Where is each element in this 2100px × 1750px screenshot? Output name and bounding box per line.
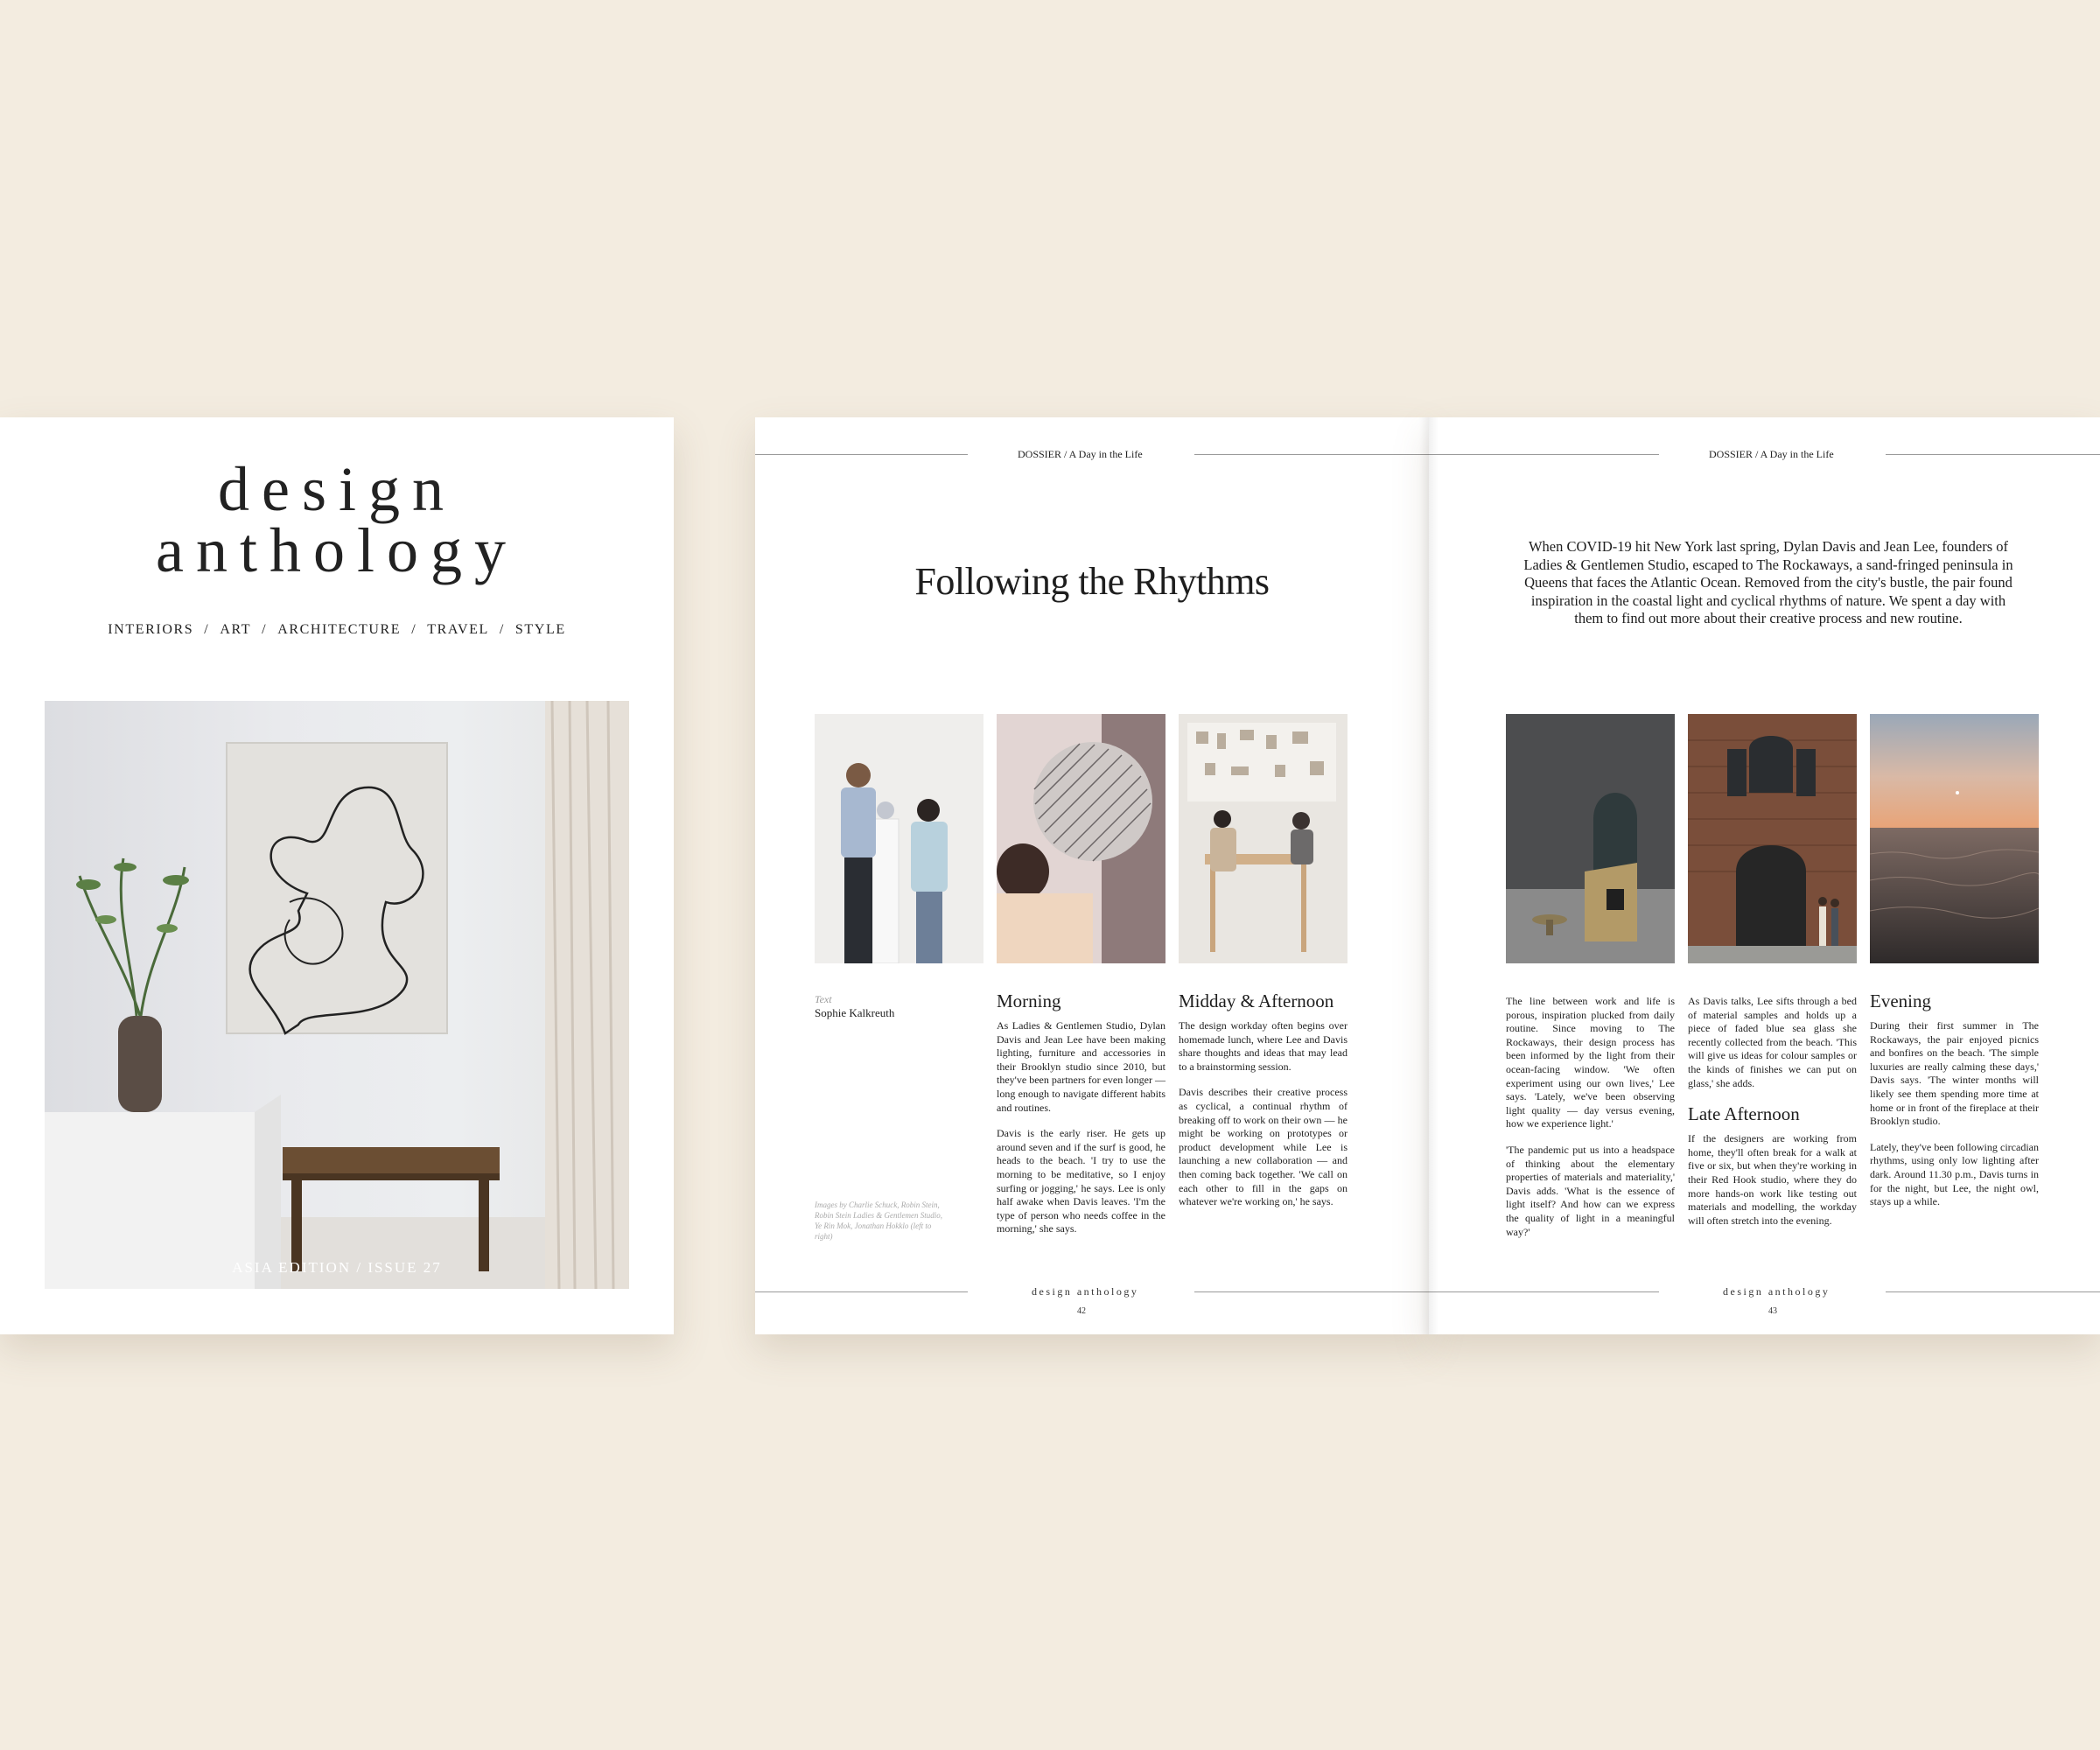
cover-logo-line2: anthology <box>156 515 518 585</box>
midday-heading: Midday & Afternoon <box>1179 990 1334 1012</box>
studio-workshop-image <box>1179 714 1348 963</box>
cover-interior-illustration <box>45 701 629 1289</box>
circular-mirror-image <box>997 714 1166 963</box>
nav-interiors: INTERIORS <box>108 622 194 637</box>
morning-column <box>997 990 1166 1249</box>
image-credit: Images by Charlie Schuck, Robin Stein, Robin Stein Ladies & Gentlemen Studio, Ye Rin Mok, Jonathan Hokklo (left to right) <box>815 1200 942 1241</box>
right-column-2 <box>1688 995 1857 1240</box>
nav-separator: / <box>262 622 268 637</box>
nav-separator: / <box>411 622 417 637</box>
late-afternoon-heading: Late Afternoon <box>1688 1103 1800 1125</box>
cover-logo-line1: design <box>218 454 456 524</box>
morning-paragraph-1: As Ladies & Gentlemen Studio, Dylan Davis and Jean Lee have been making lighting, furniture and accessories in their Brooklyn studio since 2010, but they've been partners for even longer — long enough to navigate different habits and routines. <box>997 1019 1166 1114</box>
cover-photo <box>45 701 629 1289</box>
section-header: DOSSIER / A Day in the Life <box>1018 448 1143 460</box>
evening-paragraph-1: During their first summer in The Rockaways, the pair enjoyed picnics and bonfires on the beach. 'The simple luxuries are really calming these days,' Davis says. 'The winter months will likely see them spending more time at home or in front of the fireplace at their Brooklyn studio. <box>1870 1019 2039 1128</box>
midday-paragraph-1: The design workday often begins over homemade lunch, where Lee and Davis share thoughts and ideas that may lead to a brainstorming session. <box>1179 1019 1348 1073</box>
header-rule-left <box>755 454 968 455</box>
right-column-1 <box>1506 995 1675 1251</box>
header-rule-left <box>1429 454 1659 455</box>
right-col1-paragraph-2: 'The pandemic put us into a headspace of thinking about the elementary properties of materials and materiality,' Davis adds. 'What is the essence of light itself? And how can we express the quality of light in a meaningful way?' <box>1506 1143 1675 1238</box>
right-col2-paragraph-2: If the designers are working from home, they'll often break for a walk at five or six, but when they're working in their Red Hook studio, where they do more hands-on work like testing out materials and modelling, the workday will often stretch into the evening. <box>1688 1132 1857 1227</box>
midday-column <box>1179 990 1348 1222</box>
evening-paragraph-2: Lately, they've been following circadian rhythms, using only low lighting after dark. Around 11.30 p.m., Davis turns in for the night, but Lee, the night owl, stays up a while. <box>1870 1140 2039 1208</box>
nav-separator: / <box>499 622 505 637</box>
page-43 <box>1429 417 2100 1334</box>
footer-logo: design anthology <box>1723 1285 1830 1298</box>
page-number-right: 43 <box>1768 1306 1777 1316</box>
header-rule-right <box>1886 454 2100 455</box>
spread-gutter-shadow <box>1419 417 1438 1334</box>
evening-column <box>1870 990 2039 1222</box>
nav-architecture: ARCHITECTURE <box>277 622 402 637</box>
page-number-left: 42 <box>1077 1306 1086 1316</box>
cover-issue-label: ASIA EDITION / ISSUE 27 <box>232 1259 442 1276</box>
ocean-sunset-image <box>1870 714 2039 963</box>
morning-paragraph-2: Davis is the early riser. He gets up around seven and if the surf is good, he heads to the beach. 'I try to use the morning to be meditative, so I enjoy surfing or jogging,' he says. Lee is only half awake when Davis leaves. 'I'm the type of person who needs coffee in the morning,' she says. <box>997 1127 1166 1236</box>
nav-travel: TRAVEL <box>427 622 489 637</box>
sculptural-lamp-image <box>1506 714 1675 963</box>
evening-heading: Evening <box>1870 990 1931 1012</box>
footer-logo: design anthology <box>1032 1285 1139 1298</box>
nav-art: ART <box>220 622 252 637</box>
credit-label: Text <box>815 993 832 1005</box>
section-header: DOSSIER / A Day in the Life <box>1709 448 1834 460</box>
brick-building-image <box>1688 714 1857 963</box>
credit-name: Sophie Kalkreuth <box>815 1006 895 1019</box>
nav-separator: / <box>204 622 210 637</box>
designers-portrait-image <box>815 714 984 963</box>
article-title: Following the Rhythms <box>914 560 1270 603</box>
right-col2-paragraph-1: As Davis talks, Lee sifts through a bed of material samples and holds up a piece of faded blue sea glass she recently collected from the beach. 'This will give us ideas for colour samples or the kinds of finishes we can put on glass,' she adds. <box>1688 995 1857 1089</box>
cover-nav <box>0 622 674 638</box>
right-col1-paragraph-1: The line between work and life is porous, inspiration plucked from daily routine. Since moving to The Rockaways, their design process has been informed by the light from their ocean-facing window. 'We often experiment using our own lives,' Lee says. 'Lately, we've been observing light quality — day versus evening, how we experience light.' <box>1506 995 1675 1130</box>
magazine-cover <box>0 417 674 1334</box>
midday-paragraph-2: Davis describes their creative process as cyclical, a continual rhythm of breaking off to work on their own — he might be working on prototypes or product development while Lee is launching a new collaboration — and then coming back together. 'We call on each other to fill in the gaps on whatever we're working on,' he says. <box>1179 1086 1348 1208</box>
nav-style: STYLE <box>514 622 566 637</box>
header-rule-right <box>1194 454 1429 455</box>
morning-heading: Morning <box>997 990 1061 1012</box>
article-deck: When COVID-19 hit New York last spring, Dylan Davis and Jean Lee, founders of Ladies & Gentlemen Studio, escaped to The Rockaways, a sand-fringed peninsula in Queens that faces the Atlantic Ocean. Removed from the city's bustle, the pair found inspiration in the coastal light and cyclical rhythms of nature. We spent a day with them to find out more about their creative process and new routine. <box>1523 538 2013 626</box>
page-42 <box>755 417 1429 1334</box>
